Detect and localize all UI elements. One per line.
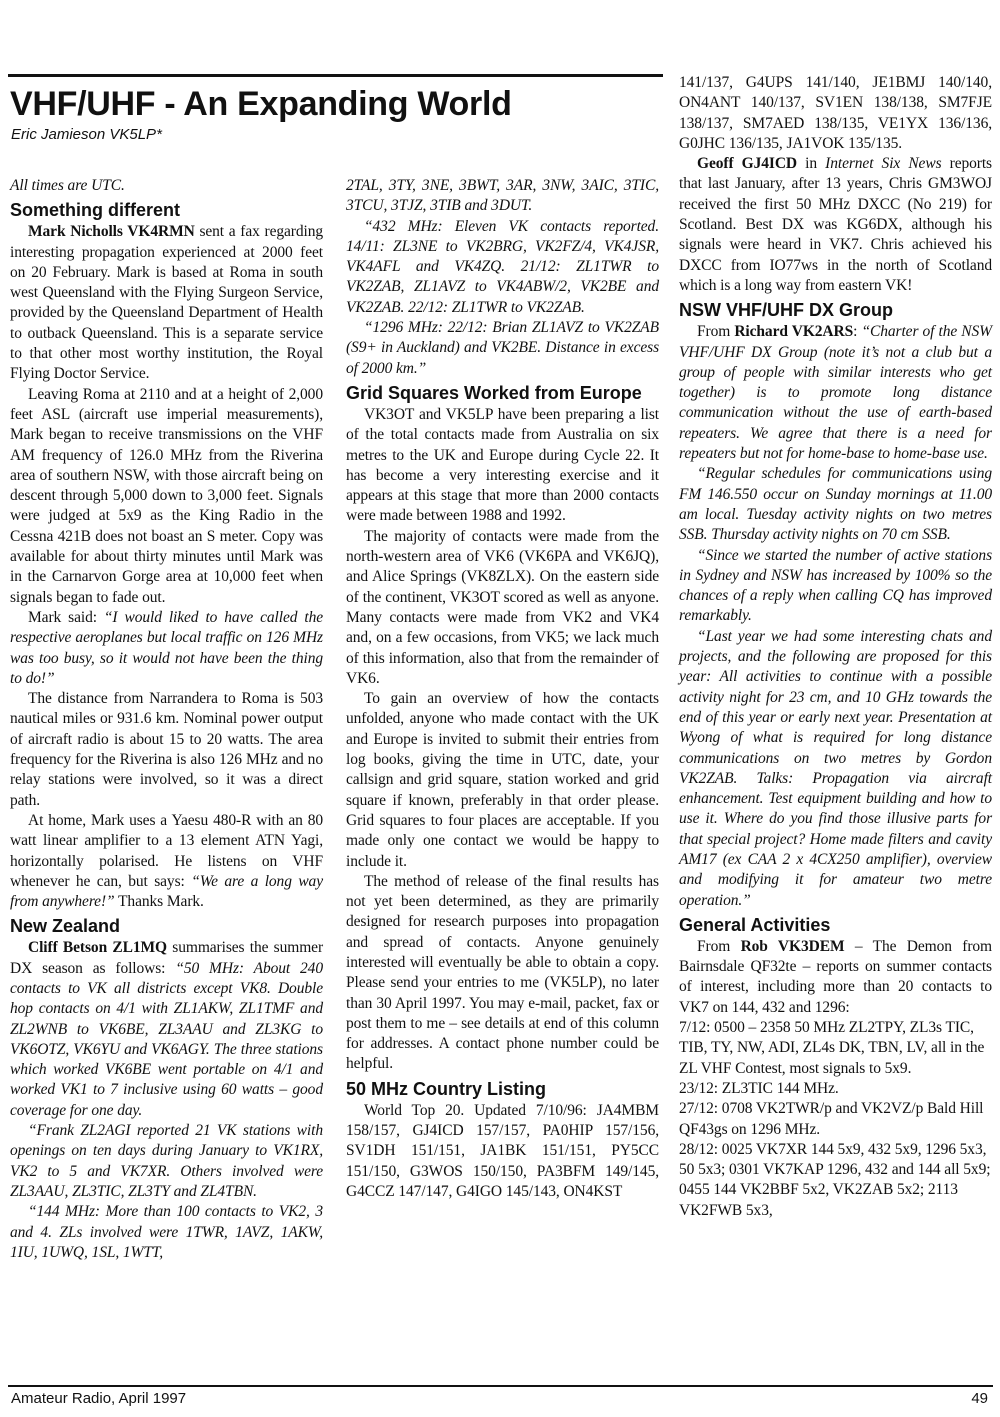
paragraph: 27/12: 0708 VK2TWR/p and VK2VZ/p Bald Hill QF43gs on 1296 MHz. <box>679 1100 984 1138</box>
paragraph: 141/137, G4UPS 141/140, JE1BMJ 140/140, ON4ANT 140/137, SV1EN 138/138, SM7FJE 138/137, SM7AED 138/135, VE1YX 136/136, G0JHC 136/135, JA1VOK 135/135. <box>679 74 992 152</box>
byline: Eric Jamieson VK5LP* <box>11 126 162 143</box>
paragraph: From Richard VK2ARS: “Charter of the NSW VHF/UHF DX Group (note it’s not a club but a group of people with similar interests who get together) is to promote long distance communication without the use of earth-based repeaters. We agree that there is a need for repeaters but not for home-base to home-base use. <box>679 323 992 463</box>
paragraph: “1296 MHz: 22/12: Brian ZL1AVZ to VK2ZAB (S9+ in Auckland) and VK2BE. Distance in excess of 2000 km.” <box>346 319 659 377</box>
paragraph: “Since we started the number of active stations in Sydney and NSW has increased by 100% so the chances of a reply when calling CQ has improved remarkably. <box>679 546 992 625</box>
section-heading: NSW VHF/UHF DX Group <box>679 300 893 321</box>
paragraph: “Regular schedules for communications using FM 146.550 occur on Sunday mornings at 11.00 am local. Tuesday activity nights on two metres SSB. Thursday activity nights on 70 cm SSB. <box>679 465 992 544</box>
column-2 <box>346 176 659 1202</box>
title-rule <box>8 74 663 77</box>
paragraph: 7/12: 0500 – 2358 50 MHz ZL2TPY, ZL3s TIC, TIB, TY, NW, ADI, ZL4s DK, TBN, LV, all in the ZL VHF Contest, most signals to 5x9. <box>679 1019 985 1077</box>
section-heading: New Zealand <box>10 916 121 937</box>
paragraph: VK3OT and VK5LP have been preparing a list of the total contacts made from Australia on six metres to the UK and Europe during Cycle 22. It has become a very interesting exercise and it appears at this stage that more than 2000 contacts were made between 1988 and 1992. <box>346 405 659 525</box>
page-title: VHF/UHF - An Expanding World <box>10 85 512 123</box>
footer-rule <box>8 1385 993 1387</box>
page-number: 49 <box>971 1390 988 1407</box>
paragraph: All times are UTC. <box>10 177 125 194</box>
column-1 <box>10 176 323 1263</box>
paragraph: The method of release of the final results has not yet been determined, as they are primarily designed for research purposes into propagation and spread of contacts. Anyone genuinely interested will eventually be able to obtain a copy. Please send your entries to me (VK5LP), no later than 30 April 1997. You may e-mail, packet, fax or post them to me – see details at end of this column for addresses. A contact phone number could be helpful. <box>346 872 659 1073</box>
paragraph: 23/12: ZL3TIC 144 MHz. <box>679 1079 839 1097</box>
paragraph: Mark said: “I would liked to have called the respective aeroplanes but local traffic on 126 MHz was too busy, so it would not have been the thing to do!” <box>10 608 323 687</box>
paragraph: “144 MHz: More than 100 contacts to VK2, 3 and 4. ZLs involved were 1TWR, 1AVZ, 1AKW, 1IU, 1UWQ, 1SL, 1WTT, <box>10 1203 323 1261</box>
paragraph: 2TAL, 3TY, 3NE, 3BWT, 3AR, 3NW, 3AIC, 3TIC, 3TCU, 3TJZ, 3TIB and 3DUT. <box>346 177 659 215</box>
paragraph: At home, Mark uses a Yaesu 480-R with an 80 watt linear amplifier to a 13 element ATN Yagi, horizontally polarised. He listens on VHF whenever he can, but says: “We are a long way from anywhere!” Thanks Mark. <box>10 811 323 911</box>
paragraph: World Top 20. Updated 7/10/96: JA4MBM 158/157, GJ4ICD 157/157, PA0HIP 157/156, SV1DH 151/151, JA1BK 151/151, PY5CC 151/150, G3WOS 150/150, PA3BFM 149/145, G4CCZ 147/147, G4IGO 145/143, ON4KST <box>346 1101 659 1200</box>
paragraph: From Rob VK3DEM – The Demon from Bairnsdale QF32te – reports on summer contacts of interest, including more than 20 contacts to VK7 on 144, 432 and 1296: <box>679 937 992 1016</box>
footer-publication: Amateur Radio, April 1997 <box>11 1390 187 1407</box>
paragraph: 28/12: 0025 VK7XR 144 5x9, 432 5x9, 1296 5x3, 50 5x3; 0301 VK7KAP 1296, 432 and 144 all 5x9; 0455 144 VK2BBF 5x2, VK2ZAB 5x2; 2113 VK2FWB 5x3, <box>679 1140 991 1219</box>
paragraph: The majority of contacts were made from the north-western area of VK6 (VK6PA and VK6JQ), and Alice Springs (VK8ZLX). On the eastern side of the continent, VK3OT scored as well as anyone. Many contacts were made from VK2 and VK4 and, on a few occasions, from VK5; we lack much of this information, also that from the remainder of VK6. <box>346 527 659 687</box>
section-heading: 50 MHz Country Listing <box>346 1078 547 1099</box>
section-heading: Something different <box>10 200 180 221</box>
paragraph: Leaving Roma at 2110 and at a height of 2,000 feet ASL (aircraft use imperial measurements), Mark began to receive transmissions on the VHF AM frequency of 126.0 MHz from the Riverina area of southern NSW, with those aircraft being on descent through 5,000 down to 3,000 feet. Signals were judged at 5x9 as the King Radio in the Cessna 421B does not boast an S meter. Copy was available for about thirty minutes until Mark was in the Carnarvon Gorge area at 10,000 feet when signals began to fade out. <box>10 385 323 606</box>
section-heading: General Activities <box>679 914 831 935</box>
paragraph: The distance from Narrandera to Roma is 503 nautical miles or 931.6 km. Nominal power output of aircraft radio is about 15 to 20 watts. The area frequency for the Riverina is also 126 MHz and no relay stations were involved, so it was a direct path. <box>10 690 323 809</box>
paragraph: To gain an overview of how the contacts unfolded, anyone who made contact with the UK and Europe is invited to submit their entries from log books, giving the time in UTC, date, your callsign and grid square, station worked and grid square if known, preferably in that order please. Grid squares to four places are acceptable. If you made only one contact we would be happy to include it. <box>346 690 659 870</box>
paragraph: “Frank ZL2AGI reported 21 VK stations with openings on ten days during January to VK1RX, VK2 to 5 and VK7XR. Others involved were ZL3AAU, ZL3TIC, ZL3TY and ZL4TBN. <box>10 1122 323 1200</box>
paragraph: “Last year we had some interesting chats and projects, and the following are proposed for this year: All activities to continue with a possible activity night for 23 cm, and 10 GHz towards the end of this year or early next year. Presentation at Wyong of what is required for long distance communications on two metres by Gordon VK2ZAB. Talks: Propagation via aircraft enhancement. Test equipment building and how to use it. Where do you find those illusive parts for that special project? Home made filters and cavity AM17 (ex CAA 2 x 4CX250 amplifier), overview and modifying it for amateur two metre operation.” <box>679 627 992 909</box>
section-heading: Grid Squares Worked from Europe <box>346 382 642 403</box>
paragraph: Cliff Betson ZL1MQ summarises the summer DX season as follows: “50 MHz: About 240 contacts to VK all districts except VK8. Double hop contacts on 4/1 with ZL1AKW, ZL1TMF and ZL2WNB to VK6BE, ZL3AAU and ZL3KG to VK6OTZ, VK6YU and VK6AGY. The three stations which worked VK6BE went portable on 4/1 and worked VK1 to 7 inclusive using 60 watts – good coverage for one day. <box>10 939 324 1119</box>
paragraph: “432 MHz: Eleven VK contacts reported. 14/11: ZL3NE to VK2BRG, VK2FZ/4, VK4JSR, VK4AFL and VK4ZQ. 21/12: ZL1TWR to VK2ZAB, ZL1AVZ to VK4ABW/2, VK2BE and VK2ZAB. 22/12: ZL1TWR to VK2ZAB. <box>346 217 659 316</box>
column-3 <box>679 73 992 1221</box>
paragraph: Geoff GJ4ICD in Internet Six News reports that last January, after 13 years, Chris GM3WOJ received the first 50 MHz DXCC (No 219) for Scotland. Best DX was KG6DX, although his signals were heard in VK7. Chris achieved his DXCC from IO77ws in the north of Scotland which is a long way from eastern VK! <box>679 155 992 294</box>
paragraph: Mark Nicholls VK4RMN sent a fax regarding interesting propagation experienced at 2000 feet on 20 February. Mark is based at Roma in south west Queensland with the Flying Surgeon Service, provided by the Queensland Department of Health to outback Queensland. This is a separate service to that other most worthy institution, the Royal Flying Doctor Service. <box>10 223 323 383</box>
